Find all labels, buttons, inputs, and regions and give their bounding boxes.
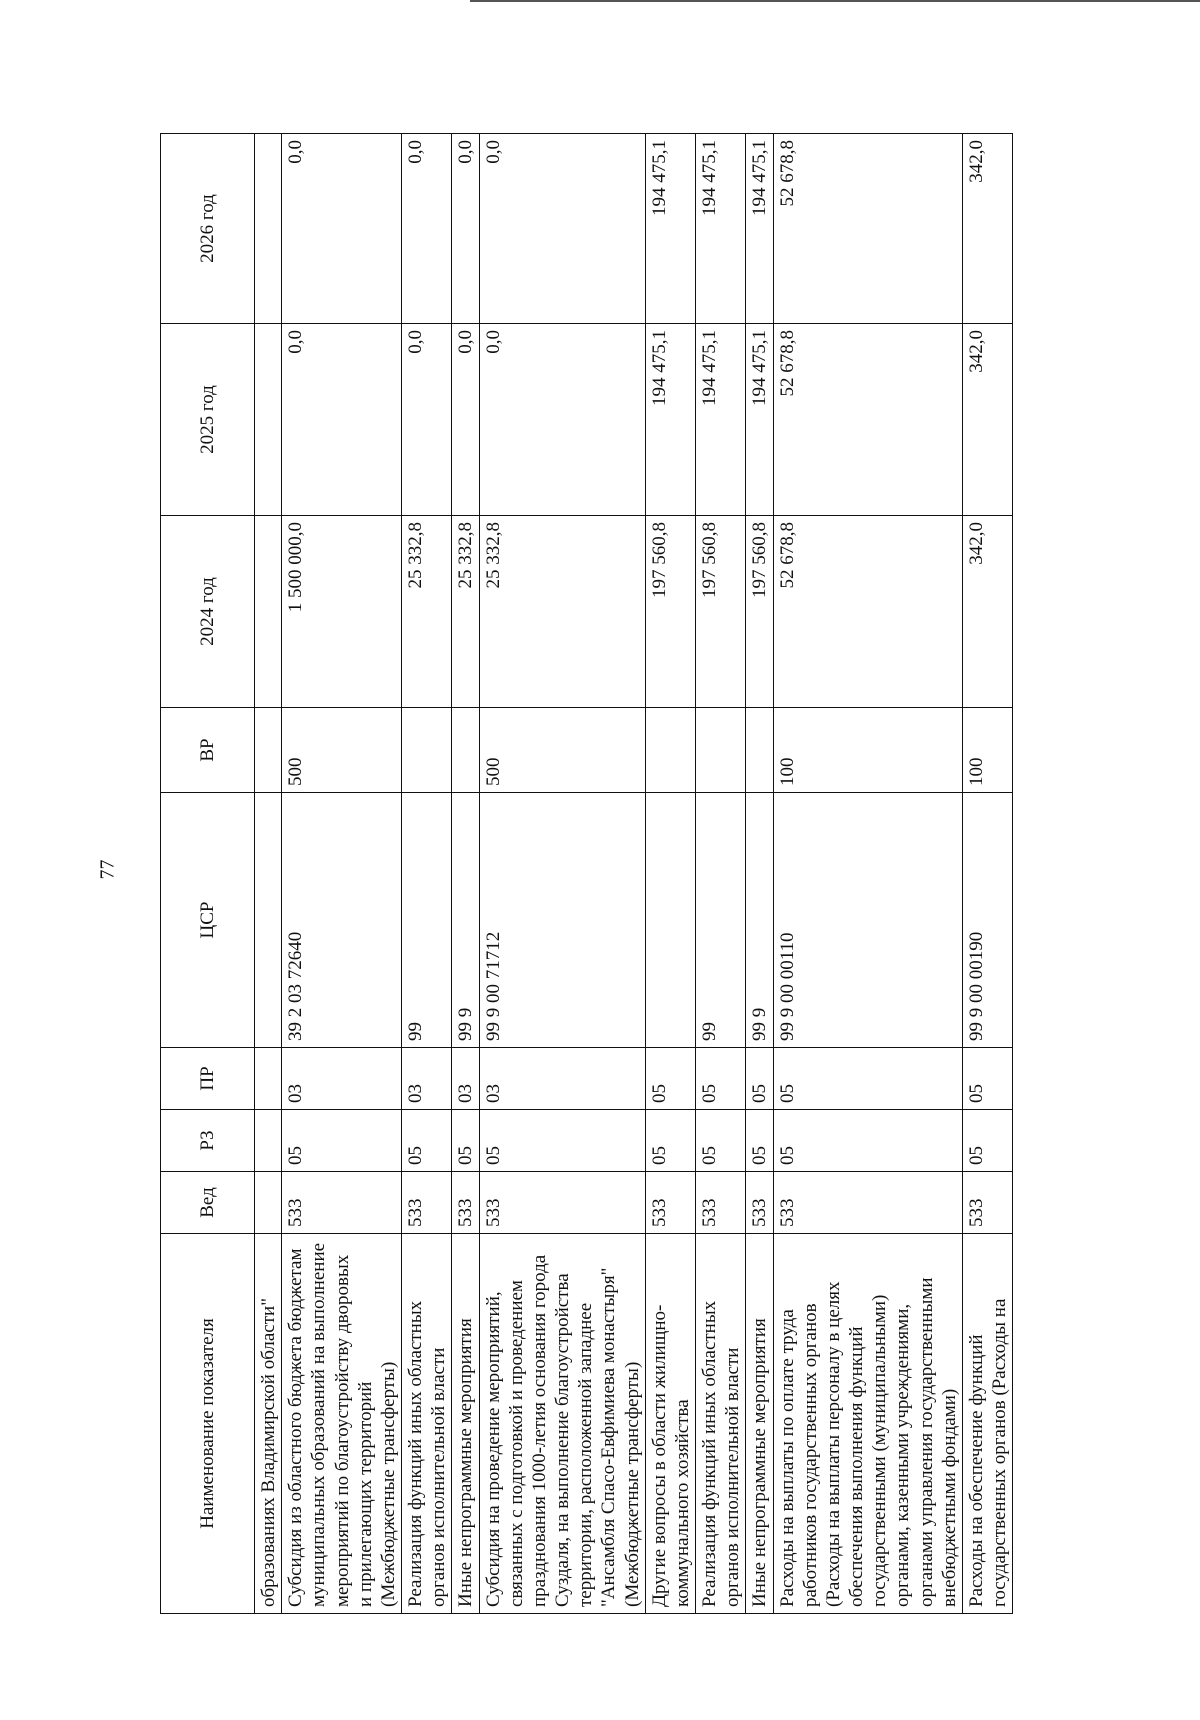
cell-2024: 197 560,8 — [696, 516, 746, 708]
header-2024: 2024 год — [161, 516, 255, 708]
cell-rz: 05 — [479, 1110, 645, 1172]
cell-name: Реализация функций иных областных органов исполнительной власти — [402, 1234, 452, 1614]
table-row — [282, 134, 402, 1614]
cell-pr: 03 — [479, 1048, 645, 1110]
cell-ved: 533 — [962, 1172, 1012, 1234]
cell-rz: 05 — [696, 1110, 746, 1172]
table-row — [402, 134, 452, 1614]
table-header-row — [161, 134, 255, 1614]
header-pr: ПР — [161, 1048, 255, 1110]
cell-ved: 533 — [479, 1172, 645, 1234]
scan-top-rule — [470, 0, 1200, 2]
cell-ved: 533 — [746, 1172, 773, 1234]
cell-ved: 533 — [645, 1172, 695, 1234]
cell-2025: 194 475,1 — [645, 324, 695, 516]
cell-2026: 194 475,1 — [746, 134, 773, 324]
cell-rz — [255, 1110, 282, 1172]
cell-pr: 03 — [282, 1048, 402, 1110]
cell-pr — [255, 1048, 282, 1110]
table-row — [962, 134, 1012, 1614]
cell-vr — [452, 708, 479, 793]
cell-2024: 197 560,8 — [645, 516, 695, 708]
cell-2025: 0,0 — [479, 324, 645, 516]
rotated-page-content — [160, 134, 1160, 1614]
cell-2026 — [255, 134, 282, 324]
cell-2026: 0,0 — [479, 134, 645, 324]
cell-ved — [255, 1172, 282, 1234]
cell-csr: 99 9 00 71712 — [479, 793, 645, 1048]
header-csr: ЦСР — [161, 793, 255, 1048]
table-row — [696, 134, 746, 1614]
header-2026: 2026 год — [161, 134, 255, 324]
header-rz: РЗ — [161, 1110, 255, 1172]
cell-2025: 0,0 — [282, 324, 402, 516]
cell-vr — [255, 708, 282, 793]
cell-rz: 05 — [645, 1110, 695, 1172]
cell-name: Расходы на выплаты по оплате труда работников государственных органов (Расходы на выплаты персоналу в целях обеспечения выполнения функций государственными (муниципальными) органами, казенными учреждениями, органами управления государственными внебюджетными фондами) — [773, 1234, 962, 1614]
cell-2024: 25 332,8 — [479, 516, 645, 708]
page-number: 77 — [96, 859, 119, 880]
cell-vr — [645, 708, 695, 793]
cell-2026: 194 475,1 — [645, 134, 695, 324]
cell-rz: 05 — [773, 1110, 962, 1172]
cell-name: Иные непрограммные мероприятия — [746, 1234, 773, 1614]
header-2025: 2025 год — [161, 324, 255, 516]
cell-csr: 99 9 — [746, 793, 773, 1048]
table-row — [746, 134, 773, 1614]
cell-2024: 342,0 — [962, 516, 1012, 708]
cell-2025: 194 475,1 — [696, 324, 746, 516]
cell-pr: 05 — [962, 1048, 1012, 1110]
table-row — [479, 134, 645, 1614]
table-row — [645, 134, 695, 1614]
cell-2026: 0,0 — [282, 134, 402, 324]
cell-vr — [402, 708, 452, 793]
cell-vr: 100 — [962, 708, 1012, 793]
cell-csr: 39 2 03 72640 — [282, 793, 402, 1048]
header-vr: ВР — [161, 708, 255, 793]
cell-pr: 05 — [746, 1048, 773, 1110]
cell-2026: 0,0 — [402, 134, 452, 324]
cell-csr: 99 9 — [452, 793, 479, 1048]
cell-2025 — [255, 324, 282, 516]
cell-csr: 99 — [696, 793, 746, 1048]
cell-2024: 52 678,8 — [773, 516, 962, 708]
cell-2026: 342,0 — [962, 134, 1012, 324]
cell-2026: 194 475,1 — [696, 134, 746, 324]
cell-vr: 500 — [282, 708, 402, 793]
cell-pr: 03 — [452, 1048, 479, 1110]
cell-rz: 05 — [282, 1110, 402, 1172]
cell-vr: 100 — [773, 708, 962, 793]
cell-pr: 03 — [402, 1048, 452, 1110]
cell-2024: 1 500 000,0 — [282, 516, 402, 708]
cell-ved: 533 — [402, 1172, 452, 1234]
cell-2026: 52 678,8 — [773, 134, 962, 324]
cell-ved: 533 — [696, 1172, 746, 1234]
cell-csr: 99 9 00 00190 — [962, 793, 1012, 1048]
cell-pr: 05 — [696, 1048, 746, 1110]
cell-name: образованиях Владимирской области" — [255, 1234, 282, 1614]
cell-2025: 194 475,1 — [746, 324, 773, 516]
cell-csr — [255, 793, 282, 1048]
cell-2025: 342,0 — [962, 324, 1012, 516]
cell-ved: 533 — [452, 1172, 479, 1234]
cell-pr: 05 — [645, 1048, 695, 1110]
cell-pr: 05 — [773, 1048, 962, 1110]
cell-name: Расходы на обеспечение функций государственных органов (Расходы на — [962, 1234, 1012, 1614]
cell-name: Субсидия на проведение мероприятий, связанных с подготовкой и проведением празднования 1000-летия основания города Суздаля, на выполнение благоустройства территории, расположенной западнее "Ансамбля Спасо-Евфимиева монастыря" (Межбюджетные трансферты) — [479, 1234, 645, 1614]
table-row — [773, 134, 962, 1614]
cell-name: Другие вопросы в области жилищно-коммунального хозяйства — [645, 1234, 695, 1614]
cell-ved: 533 — [773, 1172, 962, 1234]
cell-rz: 05 — [402, 1110, 452, 1172]
cell-ved: 533 — [282, 1172, 402, 1234]
cell-2026: 0,0 — [452, 134, 479, 324]
cell-vr: 500 — [479, 708, 645, 793]
cell-csr — [645, 793, 695, 1048]
table-row — [452, 134, 479, 1614]
header-ved: Вед — [161, 1172, 255, 1234]
cell-csr: 99 — [402, 793, 452, 1048]
cell-vr — [746, 708, 773, 793]
cell-2024: 25 332,8 — [402, 516, 452, 708]
cell-name: Субсидия из областного бюджета бюджетам муниципальных образований на выполнение мероприятий по благоустройству дворовых и прилегающих территорий (Межбюджетные трансферты) — [282, 1234, 402, 1614]
cell-2025: 0,0 — [452, 324, 479, 516]
cell-name: Иные непрограммные мероприятия — [452, 1234, 479, 1614]
cell-2025: 0,0 — [402, 324, 452, 516]
header-name: Наименование показателя — [161, 1234, 255, 1614]
cell-rz: 05 — [962, 1110, 1012, 1172]
cell-rz: 05 — [452, 1110, 479, 1172]
cell-2025: 52 678,8 — [773, 324, 962, 516]
cell-2024 — [255, 516, 282, 708]
cell-2024: 197 560,8 — [746, 516, 773, 708]
cell-name: Реализация функций иных областных органов исполнительной власти — [696, 1234, 746, 1614]
cell-vr — [696, 708, 746, 793]
table-row — [255, 134, 282, 1614]
cell-2024: 25 332,8 — [452, 516, 479, 708]
cell-rz: 05 — [746, 1110, 773, 1172]
budget-table — [160, 133, 1013, 1614]
cell-csr: 99 9 00 00110 — [773, 793, 962, 1048]
